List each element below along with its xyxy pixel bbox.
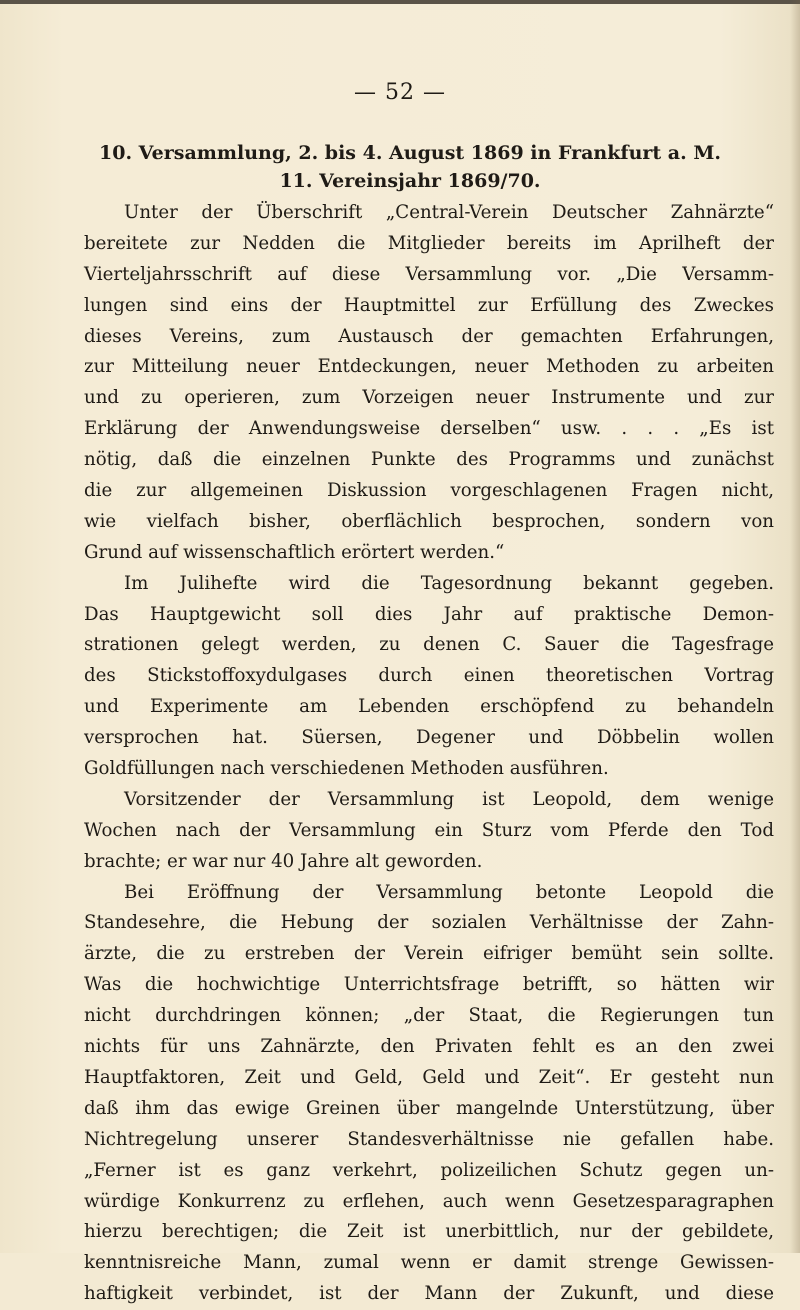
text-line: nichts für uns Zahnärzte, den Privaten fehlt es an den zwei bbox=[84, 1036, 774, 1058]
text-line: kenntnisreiche Mann, zumal wenn er damit strenge Gewissen- bbox=[84, 1252, 774, 1274]
text-line: Erklärung der Anwendungsweise derselben“ usw. . . . „Es ist bbox=[84, 418, 774, 440]
text-line: nicht durchdringen können; „der Staat, die Regierungen tun bbox=[84, 1005, 774, 1027]
text-line: daß ihm das ewige Greinen über mangelnde Unterstützung, über bbox=[84, 1097, 774, 1119]
text-line: nötig, daß die einzelnen Punkte des Programms und zunächst bbox=[84, 449, 774, 471]
text-line: ärzte, die zu erstreben der Verein eifriger bemüht sein sollte. bbox=[84, 943, 774, 965]
section-heading-year: 11. Vereinsjahr 1869/70. bbox=[279, 170, 541, 192]
text-line: Hauptfaktoren, Zeit und Geld, Geld und Zeit“. Er gesteht nun bbox=[84, 1066, 774, 1088]
text-line: und Experimente am Lebenden erschöpfend zu behandeln bbox=[84, 696, 774, 718]
text-line: Vorsitzender der Versammlung ist Leopold, dem wenige bbox=[124, 788, 774, 810]
text-line: Goldfüllungen nach verschiedenen Methoden ausführen. bbox=[84, 758, 609, 780]
text-line: Standesehre, die Hebung der sozialen Verhältnisse der Zahn- bbox=[84, 912, 774, 934]
body-text bbox=[84, 198, 774, 1310]
text-line: Im Julihefte wird die Tagesordnung bekannt gegeben. bbox=[124, 572, 774, 594]
text-line: des Stickstoffoxydulgases durch einen theoretischen Vortrag bbox=[84, 665, 774, 687]
text-line: Wochen nach der Versammlung ein Sturz vom Pferde den Tod bbox=[84, 819, 774, 841]
section-heading-meeting: 10. Versammlung, 2. bis 4. August 1869 in Frankfurt a. M. bbox=[99, 142, 721, 164]
text-line: versprochen hat. Süersen, Degener und Döbbelin wollen bbox=[84, 727, 774, 749]
text-line: haftigkeit verbindet, ist der Mann der Zukunft, und diese bbox=[84, 1283, 774, 1305]
text-line: und zu operieren, zum Vorzeigen neuer Instrumente und zur bbox=[84, 387, 774, 409]
page-number: — 52 — bbox=[354, 80, 446, 105]
top-border bbox=[0, 0, 800, 4]
text-line: brachte; er war nur 40 Jahre alt geworden. bbox=[84, 850, 483, 872]
text-line: „Ferner ist es ganz verkehrt, polizeilichen Schutz gegen un- bbox=[84, 1159, 774, 1181]
text-line: dieses Vereins, zum Austausch der gemachten Erfahrungen, bbox=[84, 325, 774, 347]
page-edge-shadow bbox=[790, 0, 800, 1253]
text-line: Vierteljahrsschrift auf diese Versammlung vor. „Die Versamm- bbox=[84, 263, 774, 285]
text-line: lungen sind eins der Hauptmittel zur Erfüllung des Zweckes bbox=[84, 294, 774, 316]
text-line: Das Hauptgewicht soll dies Jahr auf praktische Demon- bbox=[84, 603, 774, 625]
text-line: Was die hochwichtige Unterrichtsfrage betrifft, so hätten wir bbox=[84, 974, 774, 996]
text-line: die zur allgemeinen Diskussion vorgeschlagenen Fragen nicht, bbox=[84, 480, 774, 502]
text-line: würdige Konkurrenz zu erflehen, auch wenn Gesetzesparagraphen bbox=[84, 1190, 774, 1212]
text-line: Bei Eröffnung der Versammlung betonte Leopold die bbox=[124, 881, 774, 903]
text-line: strationen gelegt werden, zu denen C. Sauer die Tagesfrage bbox=[84, 634, 774, 656]
text-line: zur Mitteilung neuer Entdeckungen, neuer Methoden zu arbeiten bbox=[84, 356, 774, 378]
text-line: Grund auf wissenschaftlich erörtert werden.“ bbox=[84, 541, 505, 563]
text-line: bereitete zur Nedden die Mitglieder bereits im Aprilheft der bbox=[84, 232, 774, 254]
text-line: Nichtregelung unserer Standesverhältnisse nie gefallen habe. bbox=[84, 1128, 774, 1150]
text-line: wie vielfach bisher, oberflächlich besprochen, sondern von bbox=[84, 510, 774, 532]
text-line: Unter der Überschrift „Central-Verein Deutscher Zahnärzte“ bbox=[124, 202, 774, 223]
text-line: hierzu berechtigen; die Zeit ist unerbittlich, nur der gebildete, bbox=[84, 1221, 774, 1243]
